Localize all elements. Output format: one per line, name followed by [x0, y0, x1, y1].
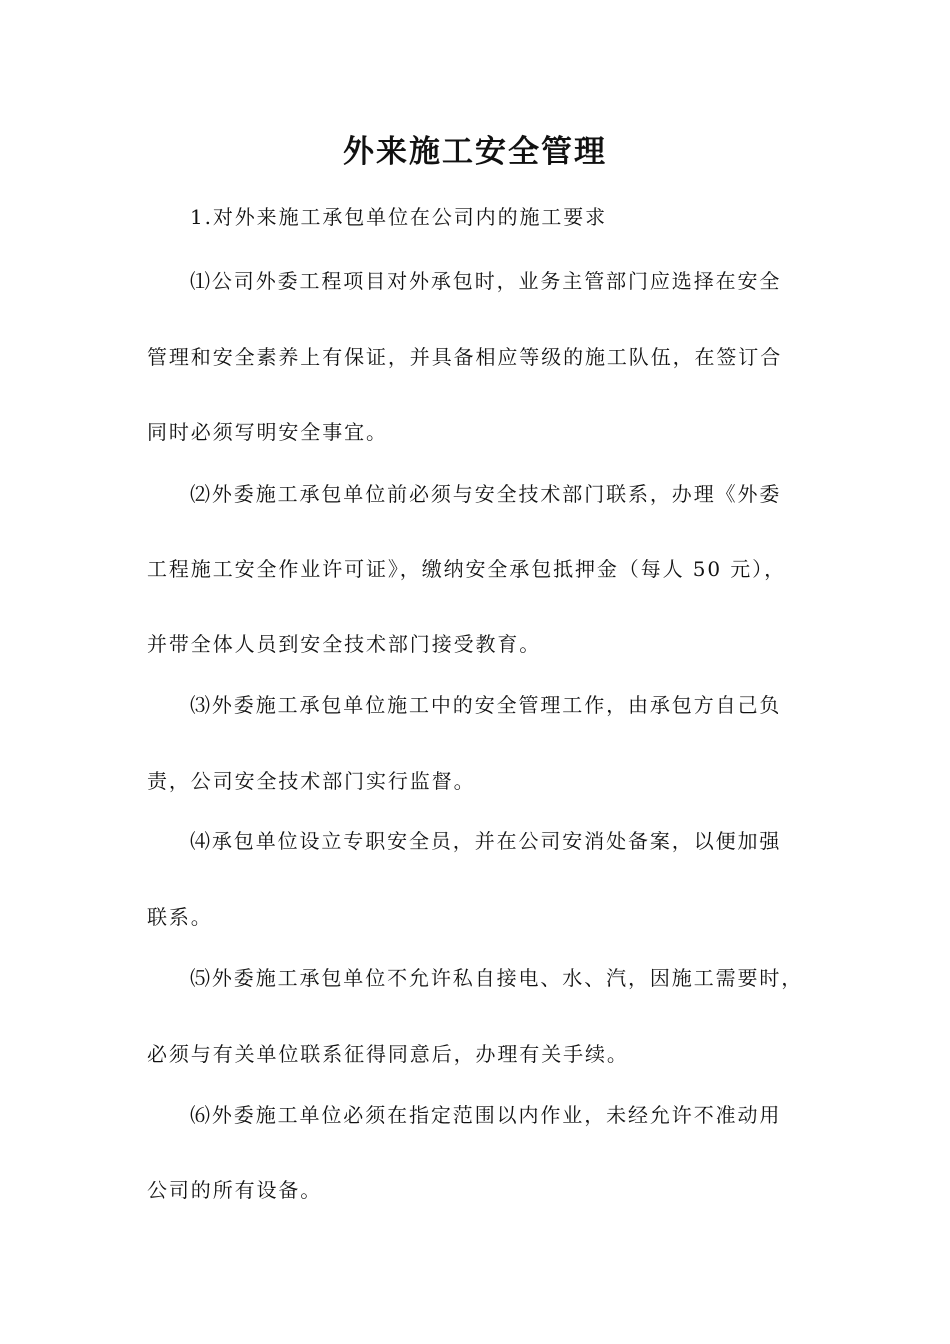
item-6-line-2: 公司的所有设备。 — [147, 1178, 323, 1202]
item-4-line-2: 联系。 — [147, 905, 213, 929]
item-1-line-2: 管理和安全素养上有保证，并具备相应等级的施工队伍，在签订合 — [147, 345, 783, 369]
item-5-line-1: ⑸外委施工承包单位不允许私自接电、水、汽，因施工需要时， — [190, 966, 804, 990]
item-1-line-1: ⑴公司外委工程项目对外承包时，业务主管部门应选择在安全 — [190, 269, 782, 293]
item-2-line-3: 并带全体人员到安全技术部门接受教育。 — [147, 632, 542, 656]
item-4-line-1: ⑷承包单位设立专职安全员，并在公司安消处备案，以便加强 — [190, 829, 782, 853]
section-heading: 1.对外来施工承包单位在公司内的施工要求 — [190, 205, 608, 229]
item-1-line-3: 同时必须写明安全事宜。 — [147, 420, 388, 444]
item-3-line-2: 责，公司安全技术部门实行监督。 — [147, 769, 476, 793]
item-2-line-1: ⑵外委施工承包单位前必须与安全技术部门联系，办理《外委 — [190, 482, 782, 506]
document-title: 外来施工安全管理 — [343, 134, 607, 170]
item-5-line-2: 必须与有关单位联系征得同意后，办理有关手续。 — [147, 1042, 629, 1066]
item-2-line-2: 工程施工安全作业许可证》，缴纳安全承包抵押金（每人 50 元）， — [147, 557, 786, 581]
item-6-line-1: ⑹外委施工单位必须在指定范围以内作业，未经允许不准动用 — [190, 1103, 782, 1127]
item-3-line-1: ⑶外委施工承包单位施工中的安全管理工作，由承包方自己负 — [190, 693, 782, 717]
